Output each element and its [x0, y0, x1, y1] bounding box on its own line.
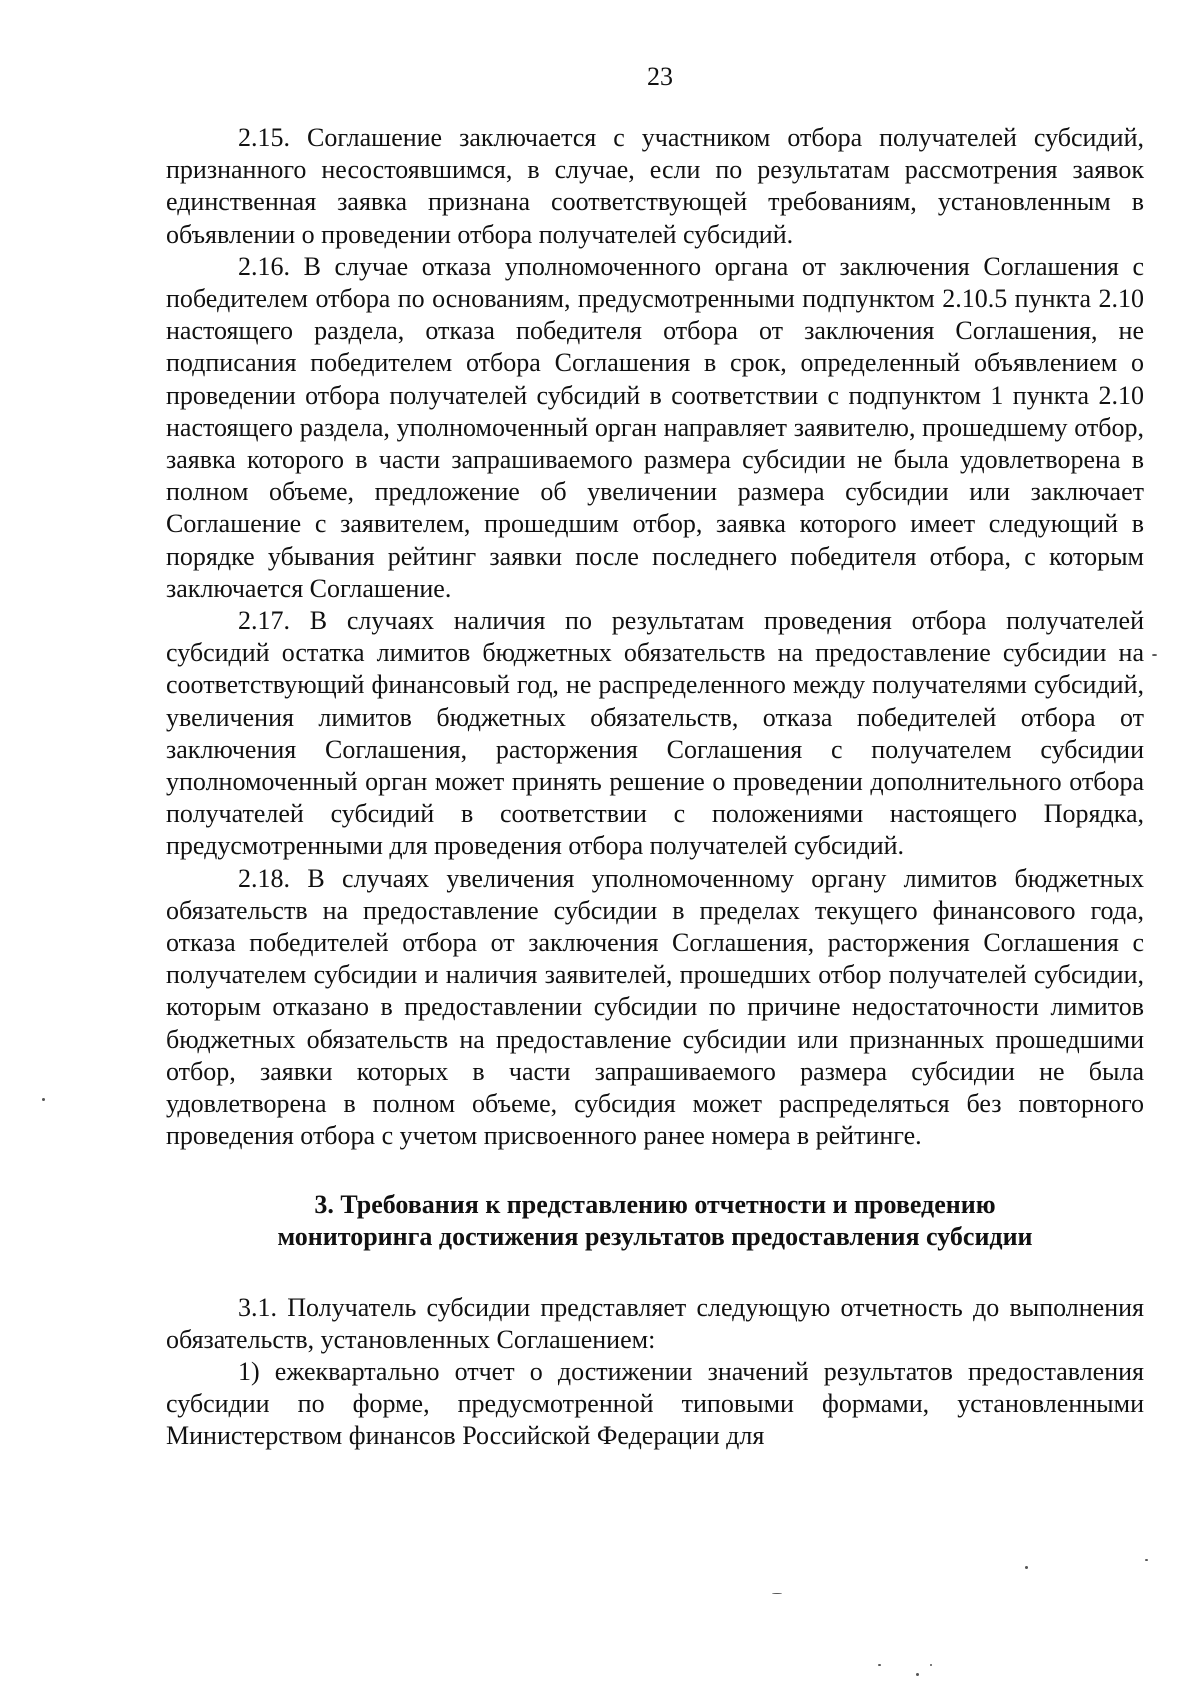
paragraph-2-17: 2.17. В случаях наличия по результатам проведения отбора получателей субсидий остатка лимитов бюджетных обязательств на предоставление субсидии на соответствующий финансовый год, не распределенного между получателями субсидий, увеличения лимитов бюджетных обязательств, отказа победителей отбора от заключения Соглашения, расторжения Соглашения с получателем субсидии уполномоченный орган может принять решение о проведении дополнительного отбора получателей субсидий в соответствии с положениями настоящего Порядка, предусмотренными для проведения отбора получателей субсидий.: [166, 606, 1144, 861]
scan-speck: [1025, 1566, 1028, 1569]
page-number: 23: [647, 62, 673, 91]
scan-speck: [916, 1673, 919, 1676]
paragraph-3-1: 3.1. Получатель субсидии представляет следующую отчетность до выполнения обязательств, установленных Соглашением:: [166, 1292, 1144, 1354]
paragraph-2-18: 2.18. В случаях увеличения уполномоченному органу лимитов бюджетных обязательств на предоставление субсидии в пределах текущего финансового года, отказа победителей отбора от заключения Соглашения, расторжения Соглашения с получателем субсидии и наличия заявителей, прошедших отбор получателей субсидии, которым отказано в предоставлении субсидии по причине недостаточности лимитов бюджетных обязательств на предоставление субсидии или признанных прошедшими отбор, заявки которых в части запрашиваемого размера субсидии не была удовлетворена в полном объеме, субсидия может распределяться без повторного проведения отбора с учетом присвоенного ранее номера в рейтинге.: [166, 863, 1144, 1151]
document-body: [166, 122, 1144, 1453]
section-3-heading: [166, 1189, 1144, 1254]
paragraph-2-16: 2.16. В случае отказа уполномоченного органа от заключения Соглашения с победителем отбора по основаниям, предусмотренными подпунктом 2.10.5 пункта 2.10 настоящего раздела, отказа победителя отбора от заключения Соглашения, не подписания победителем отбора Соглашения в срок, определенный объявлением о проведении отбора получателей субсидий в соответствии с подпунктом 1 пункта 2.10 настоящего раздела, уполномоченный орган направляет заявителю, прошедшему отбор, заявка которого в части запрашиваемого размера субсидии не была удовлетворена в полном объеме, предложение об увеличении размера субсидии или заключает Соглашение с заявителем, прошедшим отбор, заявка которого имеет следующий в порядке убывания рейтинг заявки после последнего победителя отбора, с которым заключается Соглашение.: [166, 251, 1144, 603]
paragraph-3-1-item-1: 1) ежеквартально отчет о достижении значений результатов предоставления субсидии по форме, предусмотренной типовыми формами, установленными Министерством финансов Российской Федерации для: [166, 1356, 1144, 1451]
section-heading-line-1: 3. Требования к представлению отчетности и проведению: [314, 1189, 996, 1219]
scan-speck: [1152, 654, 1157, 656]
paragraph-2-15: 2.15. Соглашение заключается с участником отбора получателей субсидий, признанного несостоявшимся, в случае, если по результатам рассмотрения заявок единственная заявка признана соответствующей требованиям, установленным в объявлении о проведении отбора получателей субсидий.: [166, 123, 1144, 249]
scan-speck: [42, 1098, 45, 1101]
section-heading-line-2: мониторинга достижения результатов предоставления субсидии: [277, 1222, 1033, 1251]
scan-speck: [1145, 1559, 1148, 1561]
scan-speck: [772, 1593, 782, 1594]
scan-speck: [878, 1664, 881, 1666]
scan-speck: [930, 1664, 932, 1666]
